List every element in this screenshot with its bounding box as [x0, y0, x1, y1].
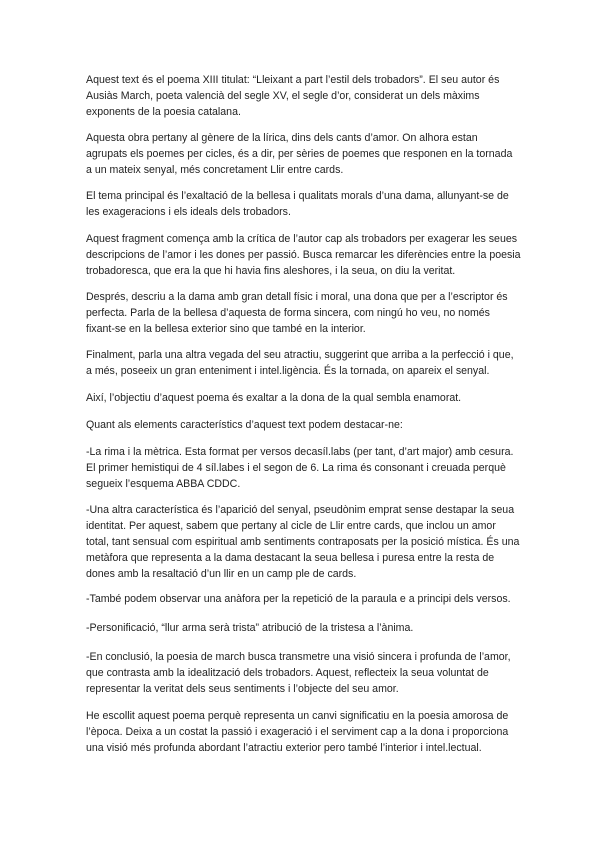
paragraph-description — [86, 289, 518, 337]
paragraph-anaphora — [86, 591, 518, 607]
text-line: agrupats els poemes per cicles, és a dir, per sèries de poemes que responen en la tornada — [86, 148, 513, 160]
text-line: El primer hemistiqui de 4 síl.labes i el segon de 6. La rima és consonant i creuada perquè — [86, 462, 506, 474]
paragraph-fragment — [86, 231, 521, 279]
text-line: He escollit aquest poema perquè representa un canvi significatiu en la poesia amorosa de — [86, 710, 509, 722]
text-line: -També podem observar una anàfora per la repetició de la paraula e a principi dels versos. — [86, 593, 511, 605]
paragraph-choice — [86, 708, 518, 756]
paragraph-theme — [86, 188, 518, 220]
text-line: Així, l’objectiu d’aquest poema és exaltar a la dona de la qual sembla enamorat. — [86, 392, 462, 404]
text-line: Aquest fragment comença amb la crítica de l’autor cap als trobadors per exagerar les seues — [86, 233, 518, 245]
text-line: que contrasta amb la idealització dels trobadors. Aquest, reflecteix la seua voluntat de — [86, 667, 489, 679]
text-line: a un mateix senyal, més concretament Llir entre cards. — [86, 164, 344, 176]
paragraph-personification — [86, 620, 518, 636]
paragraph-genre — [86, 130, 518, 178]
text-line: exponents de la poesia catalana. — [86, 106, 241, 118]
text-line: Aquest text és el poema XIII titulat: “Lleixant a part l’estil dels trobadors”. El seu autor és — [86, 74, 500, 86]
text-line: Quant als elements característics d’aquest text podem destacar-ne: — [86, 419, 403, 431]
text-line: El tema principal és l’exaltació de la bellesa i qualitats morals d’una dama, allunyant-se de — [86, 190, 509, 202]
paragraph-intro — [86, 72, 518, 120]
text-line: -En conclusió, la poesia de march busca transmetre una visió sincera i profunda de l’amor, — [86, 651, 511, 663]
text-line: perfecta. Parla de la bellesa d’aquesta de forma sincera, com ningú ho veu, no només — [86, 307, 490, 319]
paragraph-senyal — [86, 502, 518, 582]
text-line: total, tant sensual com espiritual amb sentiments contraposats per la posició mística. És una — [86, 536, 520, 548]
text-line: -Una altra característica és l’aparició del senyal, pseudònim emprat sense destapar la seua — [86, 504, 515, 516]
paragraph-conclusion — [86, 649, 518, 697]
text-line: una visió més profunda abordant l’atractiu exterior pero també l’interior i intel.lectual. — [86, 742, 482, 754]
text-line: Després, descriu a la dama amb gran detall físic i moral, una dona que per a l’escriptor és — [86, 291, 508, 303]
paragraph-objective — [86, 390, 518, 406]
text-line: Aquesta obra pertany al gènere de la lírica, dins dels cants d’amor. On alhora estan — [86, 132, 478, 144]
text-line: dones amb la resaltació d’un llir en un camp ple de cards. — [86, 568, 357, 580]
paragraph-finally — [86, 347, 518, 379]
text-line: identitat. Per aquest, sabem que pertany al cicle de Llir entre cards, que inclou un amor — [86, 520, 496, 532]
text-line: fixant-se en la bellesa exterior sino que també en la interior. — [86, 323, 366, 335]
text-line: les exageracions i els ideals dels trobadors. — [86, 206, 291, 218]
text-line: l’època. Deixa a un costat la passió i exageració i el serviment cap a la dona i proporciona — [86, 726, 509, 738]
text-line: descripcions de l’amor i les dones per passió. Busca remarcar les diferències entre la poesia — [86, 249, 521, 261]
text-line: Ausiàs March, poeta valencià del segle XV, el segle d’or, considerat un dels màxims — [86, 90, 480, 102]
text-line: representar la veritat dels seus sentiments i l’objecte del seu amor. — [86, 683, 399, 695]
text-line: trobadoresca, que era la que hi havia fins aleshores, i la seua, on diu la veritat. — [86, 265, 456, 277]
paragraph-elements-intro — [86, 417, 518, 433]
text-line: segueix l’esquema ABBA CDDC. — [86, 478, 241, 490]
text-line: metàfora que representa a la dama destacant la seua bellesa i puresa entre la resta de — [86, 552, 495, 564]
paragraph-rhyme-metre — [86, 444, 518, 492]
text-line: -La rima i la mètrica. Esta format per versos decasíl.labs (per tant, d’art major) amb cesura. — [86, 446, 514, 458]
text-line: Finalment, parla una altra vegada del seu atractiu, suggerint que arriba a la perfecció i que, — [86, 349, 514, 361]
text-line: -Personificació, “llur arma serà trista” atribució de la tristesa a l’ànima. — [86, 622, 414, 634]
text-line: a més, poseeix un gran enteniment i intel.ligència. És la tornada, on apareix el senyal. — [86, 365, 490, 377]
